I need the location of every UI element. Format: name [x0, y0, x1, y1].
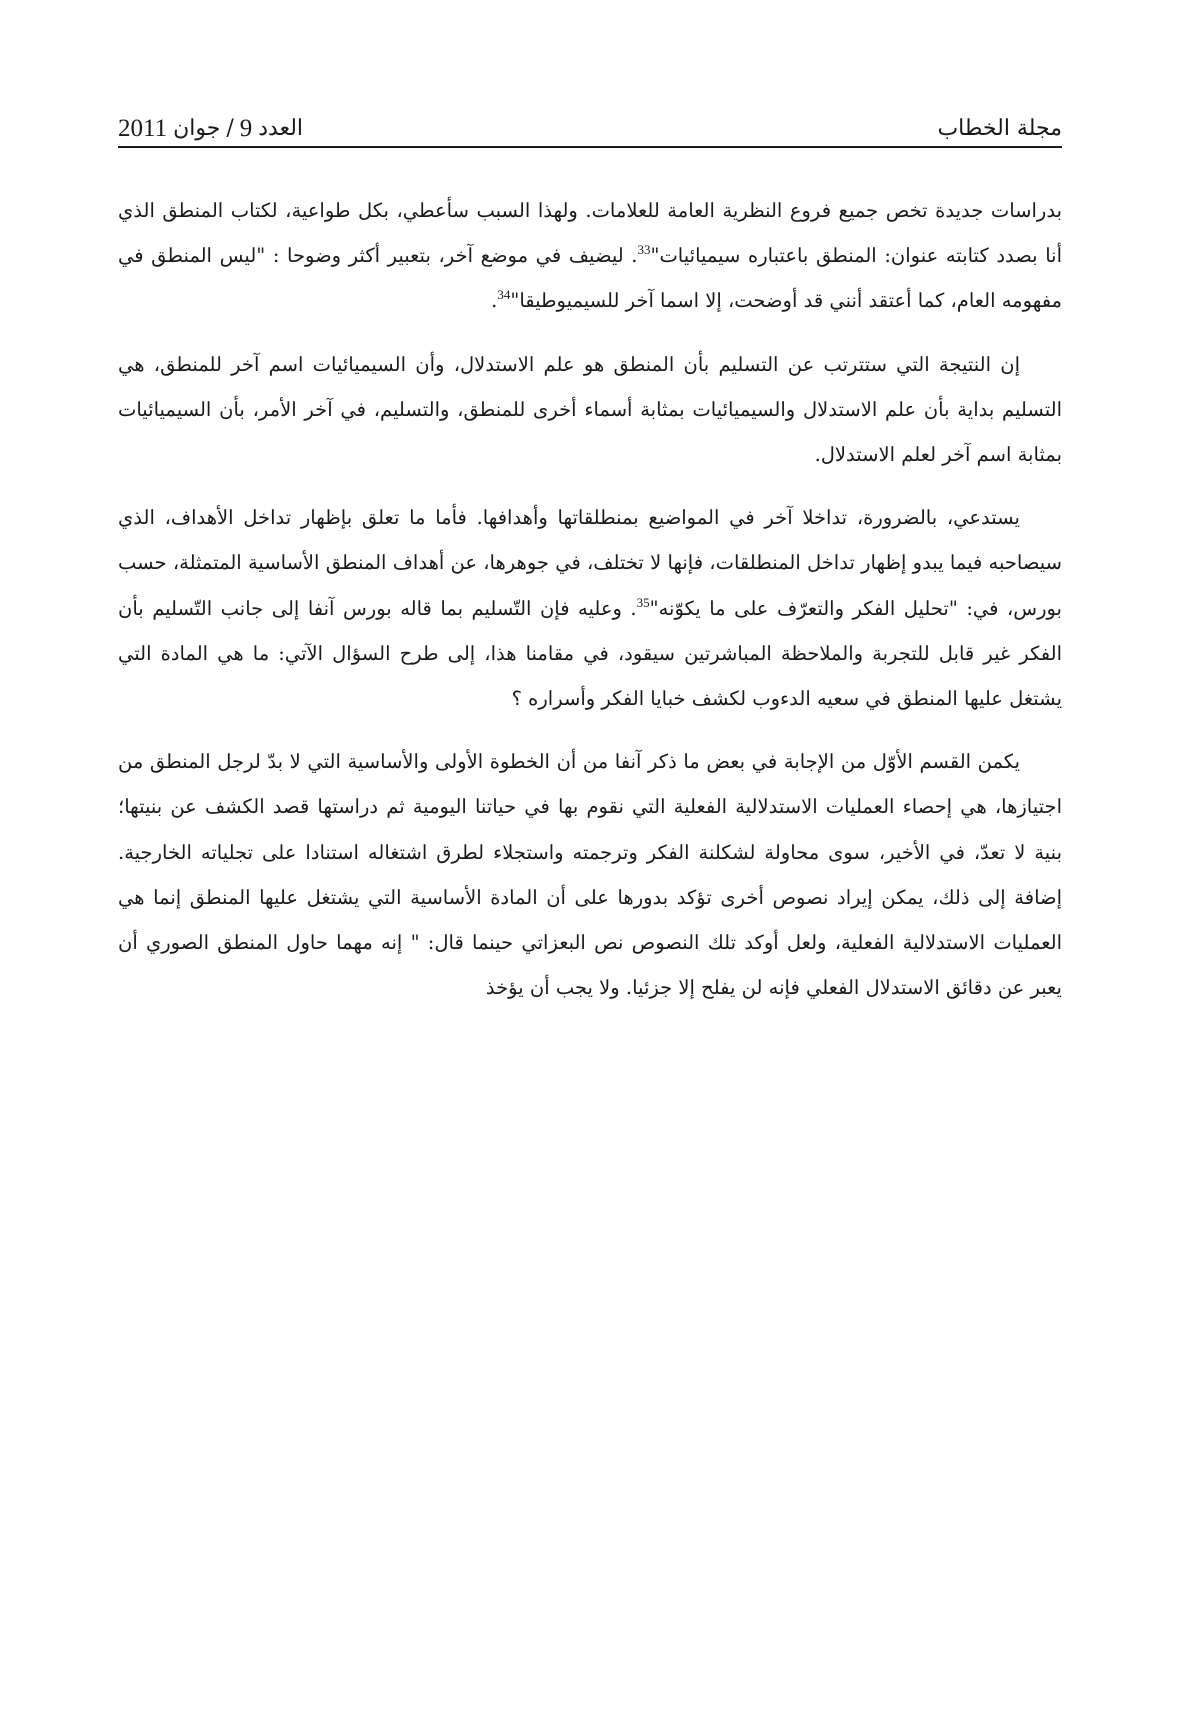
page-header — [118, 112, 1062, 148]
issue-info — [118, 116, 303, 142]
issue-month: جوان — [173, 116, 221, 141]
issue-separator: / — [226, 116, 234, 141]
paragraph-text: . وعليه فإن التّسليم بما قاله بورس آنفا إلى جانب التّسليم بأن الفكر غير قابل للتجربة والملاحظة المباشرتين سيقود، في مقامنا هذا، إلى طرح السؤال الآتي: ما هي المادة التي يشتغل عليها المنطق في سعيه الدءوب لكشف خبايا الفكر وأسراره ؟ — [118, 596, 1062, 711]
article-body — [118, 188, 1062, 1028]
paragraph — [118, 739, 1062, 1010]
paragraph — [118, 188, 1062, 324]
issue-label: العدد — [258, 116, 304, 141]
issue-number: 9 — [239, 115, 253, 142]
paragraph-text: يكمن القسم الأوّل من الإجابة في بعض ما ذكر آنفا من أن الخطوة الأولى والأساسية التي لا بدّ لرجل المنطق من اجتيازها، هي إحصاء العمليات الاستدلالية الفعلية التي نقوم بها في حياتنا اليومية ثم دراستها قصد الكشف عن بنيتها؛ بنية لا تعدّ، في الأخير، سوى محاولة لشكلنة الفكر وترجمته واستجلاء لطرق اشتغاله استنادا على تجلياته الخارجية. إضافة إلى ذلك، يمكن إيراد نصوص أخرى تؤكد بدورها على أن المادة الأساسية التي يشتغل عليها المنطق إنما هي العمليات الاستدلالية الفعلية، ولعل أوكد تلك النصوص نص البعزاتي حينما قال: " إنه مهما حاول المنطق الصوري أن يعبر عن دقائق الاستدلال الفعلي فإنه لن يفلح إلا جزئيا. ولا يجب أن يؤخذ — [118, 750, 1062, 1000]
footnote-ref: 35 — [636, 594, 650, 610]
journal-name: مجلة الخطاب — [937, 116, 1062, 141]
footnote-ref: 33 — [637, 242, 651, 258]
paragraph — [118, 495, 1062, 721]
paragraph — [118, 342, 1062, 478]
issue-year: 2011 — [118, 115, 168, 142]
footnote-ref: 34 — [497, 287, 511, 303]
paragraph-text: إن النتيجة التي ستترتب عن التسليم بأن المنطق هو علم الاستدلال، وأن السيميائيات اسم آخر للمنطق، هي التسليم بداية بأن علم الاستدلال والسيميائيات بمثابة أسماء أخرى للمنطق، والتسليم، في آخر الأمر، بأن السيميائيات بمثابة اسم آخر لعلم الاستدلال. — [118, 352, 1062, 467]
paragraph-text: بدراسات جديدة تخص جميع فروع النظرية العامة للعلامات. ولهذا السبب سأعطي، بكل طواعية، لكتاب المنطق الذي أنا بصدد كتابته عنوان: المنطق باعتباره سيميائيات" — [118, 199, 1062, 268]
paragraph-text: . — [491, 289, 498, 313]
paragraph-text: يستدعي، بالضرورة، تداخلا آخر في المواضيع بمنطلقاتها وأهدافها. فأما ما تعلق بإظهار تداخل الأهداف، الذي سيصاحبه فيما يبدو إظهار تداخل المنطلقات، فإنها لا تختلف، في جوهرها، عن أهداف المنطق الأساسية المتمثلة، حسب بورس، في: "تحليل الفكر والتعرّف على ما يكوّنه" — [118, 506, 1062, 620]
paragraph-text: . ليضيف في موضع آخر، بتعبير أكثر وضوحا : "ليس المنطق في مفهومه العام، كما أعتقد أنني قد أوضحت، إلا اسما آخر للسيميوطيقا" — [118, 244, 1062, 313]
